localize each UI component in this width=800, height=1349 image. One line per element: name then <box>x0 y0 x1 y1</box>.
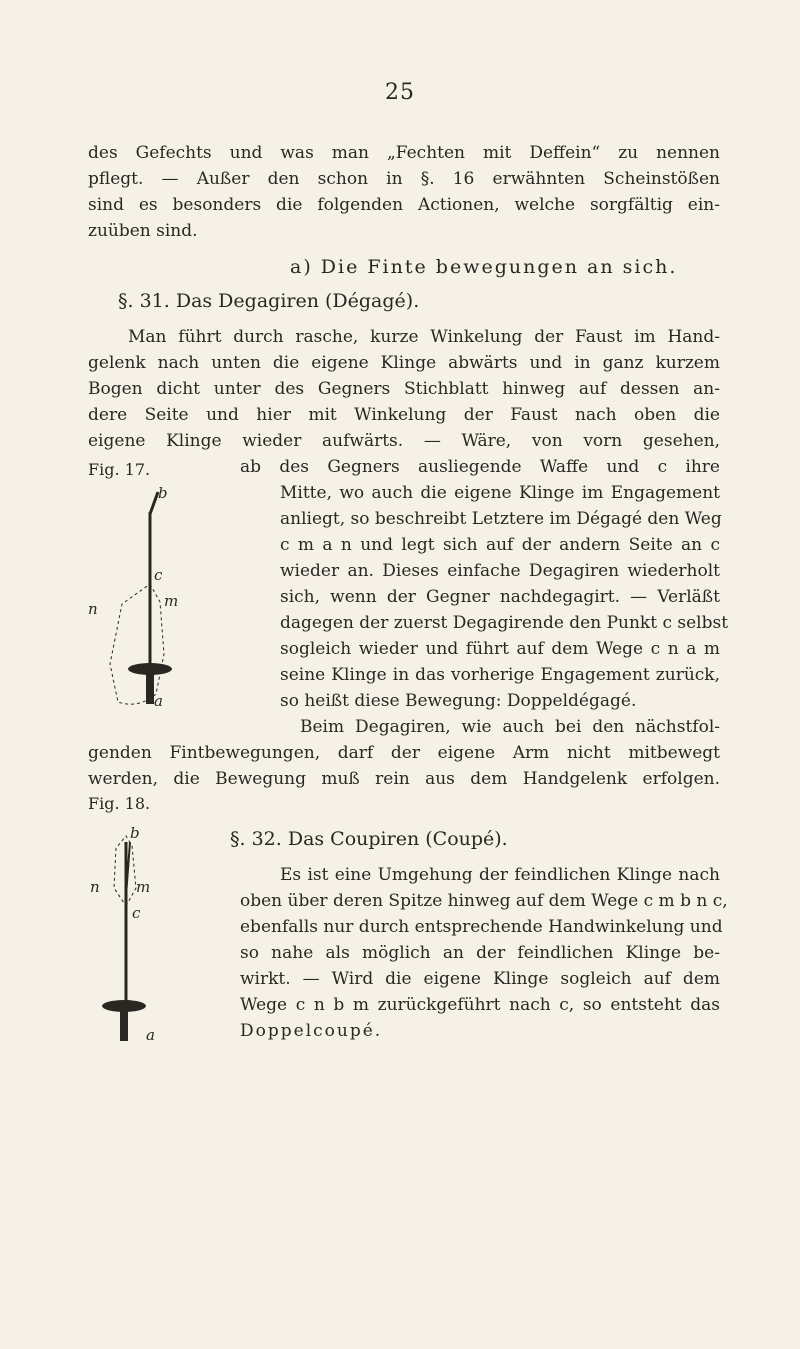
hilt <box>146 674 154 704</box>
s31-close-2: werden, die Bewegung muß rein aus dem Handgelenk erfolgen. <box>88 769 720 789</box>
s32-line-5: wirkt. — Wird die eigene Klinge sogleich auf dem <box>240 969 720 989</box>
s31-wrap-7: dagegen der zuerst Degagirende den Punkt c selbst <box>280 613 729 633</box>
guard <box>128 663 172 675</box>
diagram-letter-a: a <box>146 1026 155 1044</box>
diagram-letter-m: m <box>136 878 151 896</box>
guard <box>102 1000 146 1012</box>
s31-wrap-9: seine Klinge in das vorherige Engagement zurück, <box>280 665 720 685</box>
s31-wrap-5: wieder an. Dieses einfache Degagiren wiederholt <box>280 561 720 581</box>
s31-wrap-6: sich, wenn der Gegner nachdegagirt. — Verläßt <box>280 587 720 607</box>
intro-line-3: sind es besonders die folgenden Actionen, welche sorgfältig ein- <box>88 195 720 215</box>
s32-line-3: ebenfalls nur durch entsprechende Handwinkelung und <box>240 917 723 937</box>
s32-line-4: so nahe als möglich an der feindlichen Klinge be- <box>240 943 720 963</box>
diagram-letter-c: c <box>132 904 141 922</box>
diagram-letter-b: b <box>130 824 140 842</box>
subsection-heading: a) Die Finte bewegungen an sich. <box>290 256 678 278</box>
s31-wrap-10: so heißt diese Bewegung: Doppeldégagé. <box>280 691 637 711</box>
s31-line-5: eigene Klinge wieder aufwärts. — Wäre, von vorn gesehen, <box>88 431 720 451</box>
fig-17-diagram <box>88 484 273 724</box>
diagram-letter-n: n <box>88 600 98 618</box>
fig-17-label: Fig. 17. <box>88 460 151 479</box>
diagram-letter-a: a <box>154 692 163 710</box>
s32-line-7: Doppelcoupé. <box>240 1021 383 1041</box>
diagram-letter-n: n <box>90 878 100 896</box>
fig-18-diagram <box>88 826 228 1056</box>
intro-line-1: des Gefechts und was man „Fechten mit Deffein“ zu nennen <box>88 143 720 163</box>
intro-line-2: pflegt. — Außer den schon in §. 16 erwähnten Scheinstößen <box>88 169 720 189</box>
diagram-letter-c: c <box>154 566 163 584</box>
s31-wrap-8: sogleich wieder und führt auf dem Wege c n a m <box>280 639 720 659</box>
s31-line-4: dere Seite und hier mit Winkelung der Faust nach oben die <box>88 405 720 425</box>
page-number: 25 <box>385 80 415 105</box>
fig-18-label: Fig. 18. <box>88 794 151 813</box>
s31-wrap-4: c m a n und legt sich auf der andern Seite an c <box>280 535 720 555</box>
s31-line-2: gelenk nach unten die eigene Klinge abwärts und in ganz kurzem <box>88 353 720 373</box>
s31-wrap-1: ab des Gegners ausliegende Waffe und c ihre <box>240 457 720 477</box>
degage-path <box>110 584 164 704</box>
s32-line-2: oben über deren Spitze hinweg auf dem Wege c m b n c, <box>240 891 728 911</box>
intro-line-4: zuüben sind. <box>88 221 198 241</box>
s32-line-1: Es ist eine Umgehung der feindlichen Klinge nach <box>280 865 720 885</box>
hilt <box>120 1011 128 1041</box>
own-blade <box>150 492 158 514</box>
s31-wrap-2: Mitte, wo auch die eigene Klinge im Engagement <box>280 483 720 503</box>
section-31-heading: §. 31. Das Degagiren (Dégagé). <box>118 290 420 312</box>
s31-line-1: Man führt durch rasche, kurze Winkelung der Faust im Hand- <box>128 327 720 347</box>
s31-line-3: Bogen dicht unter des Gegners Stichblatt hinweg auf dessen an- <box>88 379 720 399</box>
s32-line-6: Wege c n b m zurückgeführt nach c, so entsteht das <box>240 995 720 1015</box>
s31-wrap-11: Beim Degagiren, wie auch bei den nächstfol- <box>300 717 720 737</box>
s31-close-1: genden Fintbewegungen, darf der eigene Arm nicht mitbewegt <box>88 743 720 763</box>
diagram-letter-b: b <box>158 484 168 502</box>
s31-wrap-3: anliegt, so beschreibt Letztere im Dégagé den Weg <box>280 509 722 529</box>
diagram-letter-m: m <box>164 592 179 610</box>
section-32-heading: §. 32. Das Coupiren (Coupé). <box>230 828 508 850</box>
